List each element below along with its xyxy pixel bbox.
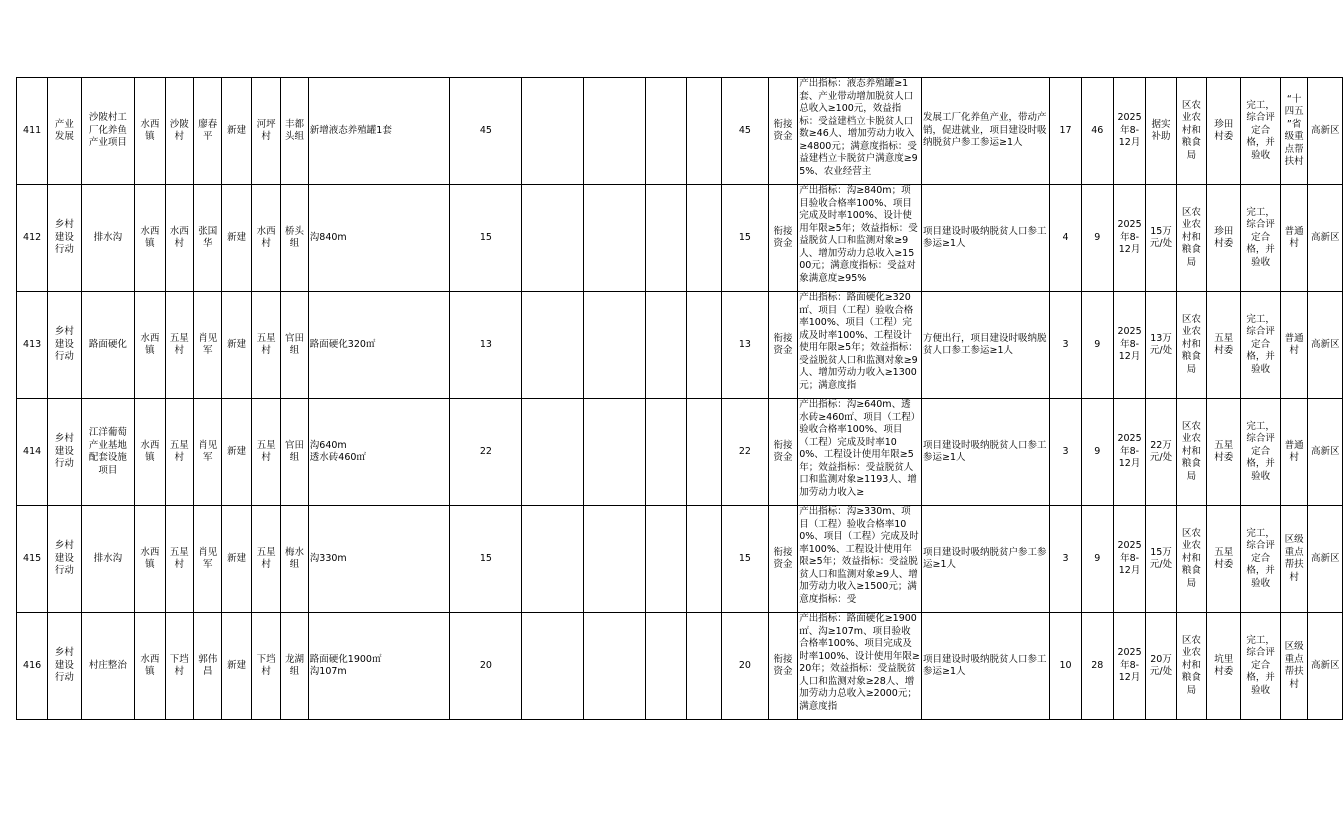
construction-content-cell: 沟330m [308, 506, 450, 613]
location-group-cell: 官田 组 [281, 292, 308, 399]
district-cell: 高新区 [1308, 399, 1343, 506]
benefit-mechanism-cell: 项目建设时吸纳脱贫人口参工参运≥1人 [922, 185, 1050, 292]
subsidy-standard-cell: 22万 元/处 [1146, 399, 1177, 506]
funding-cell-1 [522, 292, 584, 399]
village-type-cell: 区级 重点 帮扶 村 [1280, 613, 1308, 720]
subsidy-standard-cell: 15万 元/处 [1146, 185, 1177, 292]
schedule-cell: 2025 年8- 12月 [1113, 78, 1145, 185]
acceptance-cell: 完工， 综合评 定合 格，并 验收 [1241, 399, 1280, 506]
town-cell: 水西 镇 [135, 613, 165, 720]
persons-cell: 9 [1081, 399, 1113, 506]
funding-cell-4 [687, 399, 722, 506]
performance-indicator-cell: 产出指标：液态养殖罐≥1套、产业带动增加脱贫人口总收入≥100元，效益指标：受益建档立卡脱贫人口数≥46人、增加劳动力收入≥4800元；满意度指标：受益建档立卡脱贫户满意度≥95%、农业经营主 [798, 78, 922, 185]
project-name-cell: 排水沟 [81, 185, 135, 292]
project-name-cell: 江洋葡萄 产业基地 配套设施 项目 [81, 399, 135, 506]
category-cell: 产业 发展 [48, 78, 81, 185]
construction-type-cell: 新建 [222, 613, 251, 720]
village-cell: 下垱 村 [165, 613, 193, 720]
responsible-unit-cell: 五星 村委 [1207, 292, 1241, 399]
construction-content-cell: 沟840m [308, 185, 450, 292]
location-group-cell: 官田 组 [281, 399, 308, 506]
benefit-mechanism-cell: 方便出行，项目建设时吸纳脱贫人口参工参运≥1人 [922, 292, 1050, 399]
project-name-cell: 村庄整治 [81, 613, 135, 720]
department-cell: 区农 业农 村和 粮食 局 [1176, 399, 1206, 506]
acceptance-cell: 完工， 综合评 定合 格，并 验收 [1241, 613, 1280, 720]
total-investment-cell: 22 [450, 399, 522, 506]
row-number: 412 [17, 185, 48, 292]
funding-cell-1 [522, 613, 584, 720]
funding-cell-3 [646, 613, 687, 720]
location-group-cell: 丰都 头组 [281, 78, 308, 185]
schedule-cell: 2025 年8- 12月 [1113, 292, 1145, 399]
responsible-unit-cell: 珍田 村委 [1207, 185, 1241, 292]
table-row [17, 292, 1343, 399]
funding-cell-4 [687, 185, 722, 292]
fund-amount-cell: 13 [722, 292, 769, 399]
department-cell: 区农 业农 村和 粮食 局 [1176, 506, 1206, 613]
persons-cell: 9 [1081, 185, 1113, 292]
benefit-mechanism-cell: 项目建设时吸纳脱贫人口参工参运≥1人 [922, 613, 1050, 720]
households-cell: 3 [1050, 292, 1081, 399]
persons-cell: 9 [1081, 292, 1113, 399]
subsidy-standard-cell: 20万 元/处 [1146, 613, 1177, 720]
district-cell: 高新区 [1308, 613, 1343, 720]
fund-source-cell: 衔接 资金 [768, 292, 797, 399]
construction-content-cell: 沟640m 透水砖460㎡ [308, 399, 450, 506]
households-cell: 17 [1050, 78, 1081, 185]
department-cell: 区农 业农 村和 粮食 局 [1176, 613, 1206, 720]
district-cell: 高新区 [1308, 292, 1343, 399]
construction-type-cell: 新建 [222, 292, 251, 399]
village-type-cell: “十 四五 ”省 级重 点帮 扶村 [1280, 78, 1308, 185]
households-cell: 10 [1050, 613, 1081, 720]
fund-amount-cell: 20 [722, 613, 769, 720]
location-village-cell: 水西 村 [251, 185, 280, 292]
funding-cell-2 [584, 613, 646, 720]
row-number: 413 [17, 292, 48, 399]
subsidy-standard-cell: 据实 补助 [1146, 78, 1177, 185]
location-village-cell: 五星 村 [251, 506, 280, 613]
total-investment-cell: 45 [450, 78, 522, 185]
fund-source-cell: 衔接 资金 [768, 613, 797, 720]
location-village-cell: 五星 村 [251, 292, 280, 399]
location-group-cell: 梅水 组 [281, 506, 308, 613]
households-cell: 3 [1050, 506, 1081, 613]
location-village-cell: 五星 村 [251, 399, 280, 506]
category-cell: 乡村 建设 行动 [48, 292, 81, 399]
total-investment-cell: 15 [450, 185, 522, 292]
department-cell: 区农 业农 村和 粮食 局 [1176, 78, 1206, 185]
funding-cell-1 [522, 399, 584, 506]
funding-cell-2 [584, 506, 646, 613]
schedule-cell: 2025 年8- 12月 [1113, 506, 1145, 613]
fund-source-cell: 衔接 资金 [768, 78, 797, 185]
village-type-cell: 普通 村 [1280, 185, 1308, 292]
acceptance-cell: 完工， 综合评 定合 格，并 验收 [1241, 78, 1280, 185]
row-number: 411 [17, 78, 48, 185]
location-village-cell: 河坪 村 [251, 78, 280, 185]
total-investment-cell: 13 [450, 292, 522, 399]
schedule-cell: 2025 年8- 12月 [1113, 185, 1145, 292]
performance-indicator-cell: 产出指标：沟≥640m、透水砖≥460㎡、项目（工程）验收合格率100%、项目（工程）完成及时率100%、工程设计使用年限≥5年；效益指标：受益脱贫人口和监测对象≥1193人、增加劳动力收入≥ [798, 399, 922, 506]
project-name-cell: 排水沟 [81, 506, 135, 613]
persons-cell: 9 [1081, 506, 1113, 613]
subsidy-standard-cell: 13万 元/处 [1146, 292, 1177, 399]
location-group-cell: 龙湖 组 [281, 613, 308, 720]
row-number: 415 [17, 506, 48, 613]
owner-cell: 肖见 军 [194, 292, 222, 399]
construction-type-cell: 新建 [222, 399, 251, 506]
location-group-cell: 桥头 组 [281, 185, 308, 292]
district-cell: 高新区 [1308, 78, 1343, 185]
location-village-cell: 下垱 村 [251, 613, 280, 720]
funding-cell-2 [584, 292, 646, 399]
category-cell: 乡村 建设 行动 [48, 185, 81, 292]
town-cell: 水西 镇 [135, 399, 165, 506]
funding-cell-2 [584, 399, 646, 506]
table-row [17, 506, 1343, 613]
funding-cell-1 [522, 78, 584, 185]
performance-indicator-cell: 产出指标：沟≥330m、项目（工程）验收合格率100%、项目（工程）完成及时率100%、工程设计使用年限≥5年；效益指标：受益脱贫人口和监测对象≥9人、增加劳动力收入≥1500元；满意度指标：受 [798, 506, 922, 613]
construction-content-cell: 路面硬化320㎡ [308, 292, 450, 399]
category-cell: 乡村 建设 行动 [48, 506, 81, 613]
fund-amount-cell: 45 [722, 78, 769, 185]
fund-source-cell: 衔接 资金 [768, 185, 797, 292]
benefit-mechanism-cell: 项目建设时吸纳脱贫人口参工参运≥1人 [922, 399, 1050, 506]
town-cell: 水西 镇 [135, 292, 165, 399]
funding-cell-3 [646, 292, 687, 399]
fund-source-cell: 衔接 资金 [768, 506, 797, 613]
funding-cell-2 [584, 185, 646, 292]
project-name-cell: 沙陂村工 厂化养鱼 产业项目 [81, 78, 135, 185]
acceptance-cell: 完工， 综合评 定合 格，并 验收 [1241, 292, 1280, 399]
construction-type-cell: 新建 [222, 506, 251, 613]
acceptance-cell: 完工， 综合评 定合 格，并 验收 [1241, 506, 1280, 613]
schedule-cell: 2025 年8- 12月 [1113, 613, 1145, 720]
performance-indicator-cell: 产出指标：路面硬化≥320㎡、项目（工程）验收合格率100%、项目（工程）完成及时率100%、工程设计使用年限≥5年；效益指标：受益脱贫人口和监测对象≥9人、增加劳动力收入≥1300元；满意度指 [798, 292, 922, 399]
table-row [17, 399, 1343, 506]
construction-content-cell: 新增液态养殖罐1套 [308, 78, 450, 185]
households-cell: 3 [1050, 399, 1081, 506]
funding-cell-2 [584, 78, 646, 185]
funding-cell-1 [522, 506, 584, 613]
owner-cell: 肖见 军 [194, 399, 222, 506]
town-cell: 水西 镇 [135, 506, 165, 613]
persons-cell: 28 [1081, 613, 1113, 720]
project-table [16, 77, 1343, 720]
project-name-cell: 路面硬化 [81, 292, 135, 399]
fund-amount-cell: 15 [722, 506, 769, 613]
fund-amount-cell: 22 [722, 399, 769, 506]
row-number: 414 [17, 399, 48, 506]
funding-cell-3 [646, 78, 687, 185]
acceptance-cell: 完工， 综合评 定合 格，并 验收 [1241, 185, 1280, 292]
fund-amount-cell: 15 [722, 185, 769, 292]
construction-content-cell: 路面硬化1900㎡ 沟107m [308, 613, 450, 720]
responsible-unit-cell: 坑里 村委 [1207, 613, 1241, 720]
funding-cell-4 [687, 78, 722, 185]
households-cell: 4 [1050, 185, 1081, 292]
funding-cell-4 [687, 613, 722, 720]
responsible-unit-cell: 五星 村委 [1207, 506, 1241, 613]
funding-cell-4 [687, 292, 722, 399]
owner-cell: 廖春 平 [194, 78, 222, 185]
table-row [17, 185, 1343, 292]
table-row [17, 78, 1343, 185]
funding-cell-1 [522, 185, 584, 292]
table-row [17, 613, 1343, 720]
responsible-unit-cell: 五星 村委 [1207, 399, 1241, 506]
persons-cell: 46 [1081, 78, 1113, 185]
owner-cell: 张国 华 [194, 185, 222, 292]
village-type-cell: 区级 重点 帮扶 村 [1280, 506, 1308, 613]
village-type-cell: 普通 村 [1280, 399, 1308, 506]
town-cell: 水西 镇 [135, 78, 165, 185]
subsidy-standard-cell: 15万 元/处 [1146, 506, 1177, 613]
funding-cell-3 [646, 185, 687, 292]
owner-cell: 郭伟 昌 [194, 613, 222, 720]
funding-cell-4 [687, 506, 722, 613]
category-cell: 乡村 建设 行动 [48, 613, 81, 720]
benefit-mechanism-cell: 发展工厂化养鱼产业，带动产销，促进就业，项目建设时吸纳脱贫户参工参运≥1人 [922, 78, 1050, 185]
owner-cell: 肖见 军 [194, 506, 222, 613]
department-cell: 区农 业农 村和 粮食 局 [1176, 292, 1206, 399]
district-cell: 高新区 [1308, 185, 1343, 292]
funding-cell-3 [646, 506, 687, 613]
total-investment-cell: 15 [450, 506, 522, 613]
village-cell: 沙陂 村 [165, 78, 193, 185]
benefit-mechanism-cell: 项目建设时吸纳脱贫户参工参运≥1人 [922, 506, 1050, 613]
table-body [17, 78, 1343, 720]
funding-cell-3 [646, 399, 687, 506]
performance-indicator-cell: 产出指标：沟≥840m；项目验收合格率100%、项目完成及时率100%、设计使用年限≥5年；效益指标：受益脱贫人口和监测对象≥9人、增加劳动力总收入≥1500元；满意度指标：受益对象满意度≥95% [798, 185, 922, 292]
village-type-cell: 普通 村 [1280, 292, 1308, 399]
village-cell: 五星 村 [165, 506, 193, 613]
district-cell: 高新区 [1308, 506, 1343, 613]
village-cell: 五星 村 [165, 399, 193, 506]
schedule-cell: 2025 年8- 12月 [1113, 399, 1145, 506]
construction-type-cell: 新建 [222, 185, 251, 292]
row-number: 416 [17, 613, 48, 720]
construction-type-cell: 新建 [222, 78, 251, 185]
village-cell: 五星 村 [165, 292, 193, 399]
village-cell: 水西 村 [165, 185, 193, 292]
total-investment-cell: 20 [450, 613, 522, 720]
category-cell: 乡村 建设 行动 [48, 399, 81, 506]
performance-indicator-cell: 产出指标：路面硬化≥1900㎡、沟≥107m、项目验收合格率100%、项目完成及时率100%、设计使用年限≥20年；效益指标：受益脱贫人口和监测对象≥28人、增加劳动力总收入≥2000元；满意度指 [798, 613, 922, 720]
responsible-unit-cell: 珍田 村委 [1207, 78, 1241, 185]
town-cell: 水西 镇 [135, 185, 165, 292]
fund-source-cell: 衔接 资金 [768, 399, 797, 506]
department-cell: 区农 业农 村和 粮食 局 [1176, 185, 1206, 292]
